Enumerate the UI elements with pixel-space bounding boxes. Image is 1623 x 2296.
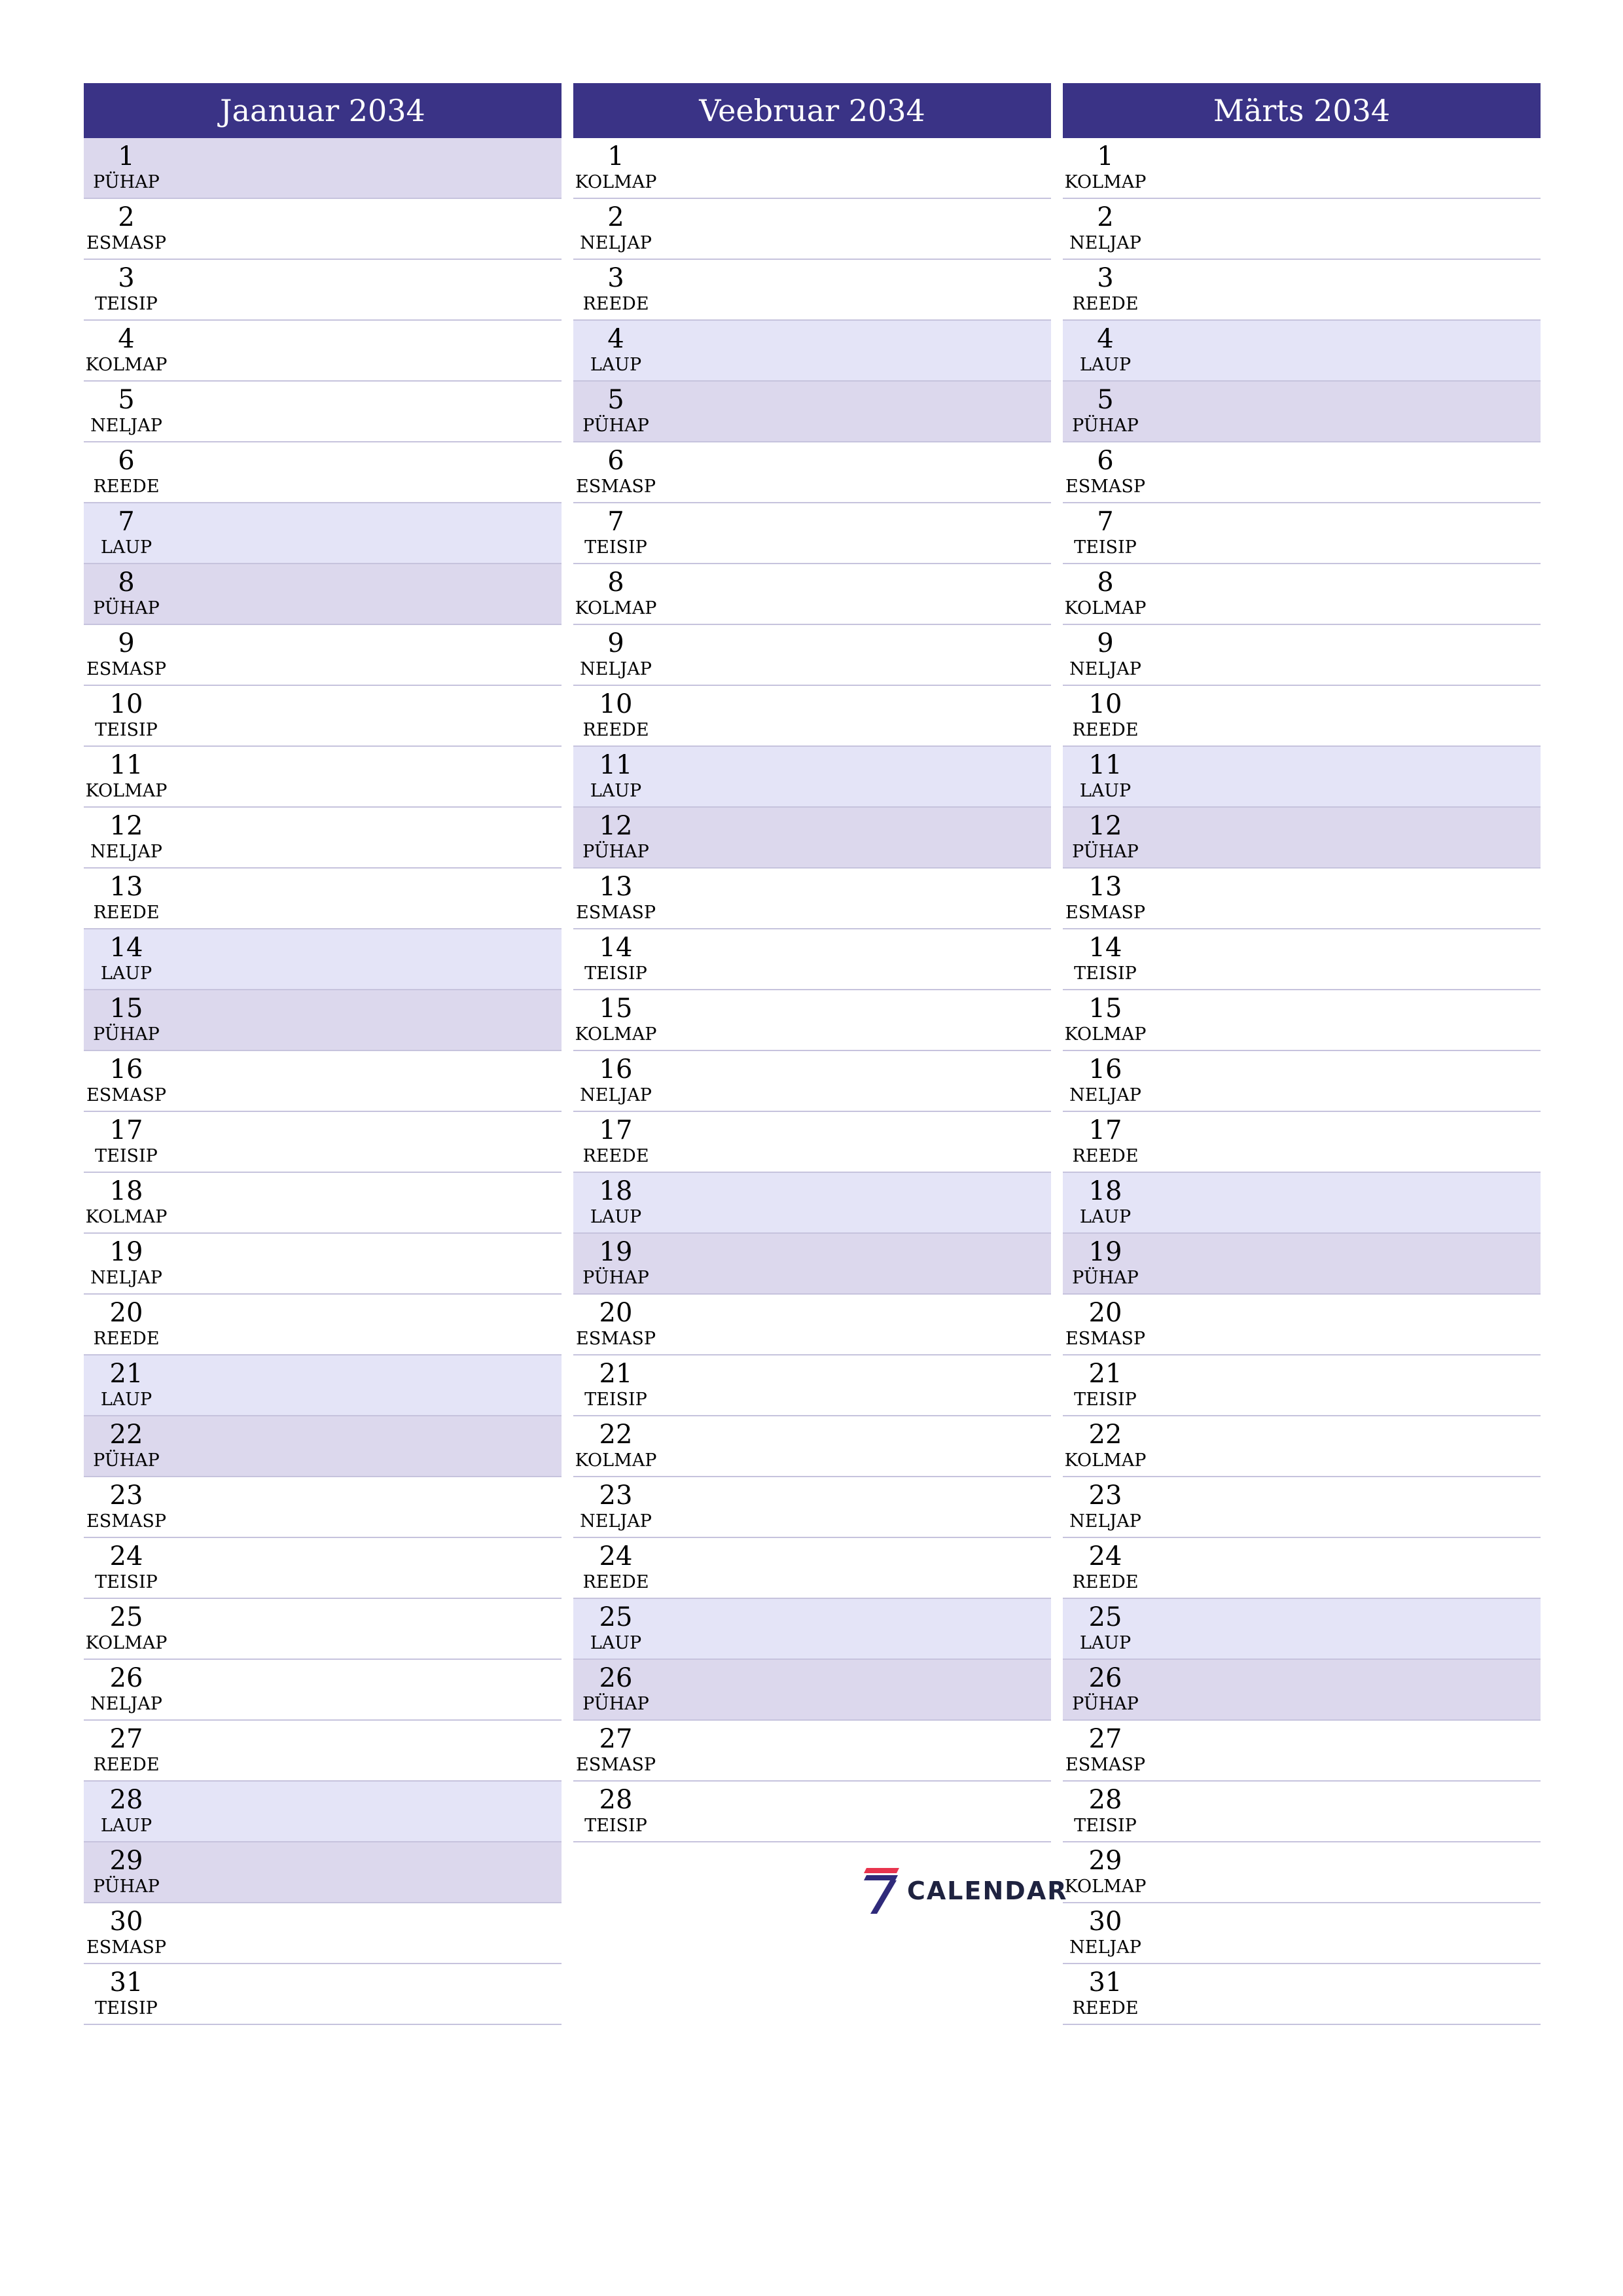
weekday-label: REEDE bbox=[1072, 1572, 1139, 1592]
weekday-label: REEDE bbox=[93, 903, 160, 923]
day-row bbox=[1063, 1477, 1541, 1538]
weekday-label: LAUP bbox=[590, 1633, 642, 1653]
weekday-label: REEDE bbox=[1072, 1998, 1139, 2018]
day-number: 8 bbox=[1097, 567, 1114, 598]
day-row bbox=[1063, 1721, 1541, 1782]
day-number: 26 bbox=[1088, 1663, 1122, 1693]
day-row bbox=[1063, 1538, 1541, 1599]
day-number: 9 bbox=[607, 628, 624, 658]
day-row bbox=[84, 625, 562, 686]
weekday-label: KOLMAP bbox=[85, 1633, 168, 1653]
day-number: 23 bbox=[599, 1480, 633, 1511]
weekday-label: ESMASP bbox=[575, 903, 656, 923]
day-number: 11 bbox=[599, 750, 633, 780]
day-row bbox=[1063, 260, 1541, 321]
day-number: 4 bbox=[607, 324, 624, 354]
day-row bbox=[1063, 503, 1541, 564]
day-number: 21 bbox=[599, 1359, 633, 1389]
weekday-label: KOLMAP bbox=[1064, 598, 1147, 619]
weekday-label: NELJAP bbox=[580, 659, 652, 679]
day-number: 15 bbox=[1088, 994, 1122, 1024]
weekday-label: PÜHAP bbox=[582, 842, 649, 862]
day-row bbox=[573, 260, 1051, 321]
weekday-label: KOLMAP bbox=[1064, 1450, 1147, 1471]
day-number: 3 bbox=[607, 263, 624, 293]
day-number: 7 bbox=[607, 507, 624, 537]
month-title: Veebruar 2034 bbox=[573, 83, 1051, 138]
day-number: 22 bbox=[1088, 1420, 1122, 1450]
weekday-label: LAUP bbox=[590, 355, 642, 375]
weekday-label: PÜHAP bbox=[93, 1450, 160, 1471]
weekday-label: REEDE bbox=[93, 476, 160, 497]
day-number: 20 bbox=[109, 1298, 143, 1328]
day-row bbox=[84, 1538, 562, 1599]
weekday-label: LAUP bbox=[100, 537, 152, 558]
day-number: 17 bbox=[599, 1115, 633, 1145]
weekday-label: KOLMAP bbox=[575, 172, 657, 192]
weekday-label: KOLMAP bbox=[85, 781, 168, 801]
day-row bbox=[573, 321, 1051, 382]
weekday-label: ESMASP bbox=[86, 233, 166, 253]
day-number: 12 bbox=[599, 811, 633, 841]
weekday-label: PÜHAP bbox=[582, 416, 649, 436]
day-row bbox=[1063, 869, 1541, 929]
weekday-label: REEDE bbox=[93, 1755, 160, 1775]
day-number: 22 bbox=[109, 1420, 143, 1450]
day-number: 17 bbox=[1088, 1115, 1122, 1145]
day-number: 5 bbox=[118, 385, 135, 415]
day-number: 11 bbox=[109, 750, 143, 780]
weekday-label: LAUP bbox=[1079, 781, 1132, 801]
month-title: Märts 2034 bbox=[1063, 83, 1541, 138]
seven-logo-icon bbox=[863, 1867, 901, 1915]
day-row bbox=[84, 990, 562, 1051]
day-number: 21 bbox=[1088, 1359, 1122, 1389]
day-number: 9 bbox=[1097, 628, 1114, 658]
weekday-label: ESMASP bbox=[575, 1755, 656, 1775]
day-row bbox=[84, 138, 562, 199]
weekday-label: KOLMAP bbox=[1064, 1876, 1147, 1897]
weekday-label: PÜHAP bbox=[93, 172, 160, 192]
day-row bbox=[1063, 808, 1541, 869]
weekday-label: LAUP bbox=[1079, 1633, 1132, 1653]
day-row bbox=[1063, 564, 1541, 625]
day-row bbox=[573, 1538, 1051, 1599]
day-number: 3 bbox=[118, 263, 135, 293]
weekday-label: ESMASP bbox=[86, 1085, 166, 1105]
day-row bbox=[84, 321, 562, 382]
day-number: 29 bbox=[1088, 1846, 1122, 1876]
day-number: 31 bbox=[109, 1967, 143, 1998]
brand-logo[interactable] bbox=[863, 1867, 1067, 1915]
weekday-label: REEDE bbox=[93, 1329, 160, 1349]
day-row bbox=[84, 1477, 562, 1538]
day-row bbox=[573, 1416, 1051, 1477]
day-row bbox=[84, 1964, 562, 2025]
day-row bbox=[84, 1295, 562, 1355]
logo-text: CALENDAR bbox=[907, 1876, 1068, 1905]
day-number: 2 bbox=[607, 202, 624, 232]
day-row bbox=[573, 382, 1051, 442]
day-row bbox=[1063, 1416, 1541, 1477]
day-row bbox=[1063, 1964, 1541, 2025]
day-row bbox=[573, 138, 1051, 199]
day-number: 13 bbox=[109, 872, 143, 902]
day-number: 25 bbox=[1088, 1602, 1122, 1632]
day-number: 10 bbox=[599, 689, 633, 719]
day-number: 17 bbox=[109, 1115, 143, 1145]
weekday-label: LAUP bbox=[100, 1390, 152, 1410]
day-number: 15 bbox=[109, 994, 143, 1024]
day-number: 4 bbox=[118, 324, 135, 354]
day-number: 20 bbox=[1088, 1298, 1122, 1328]
day-number: 14 bbox=[599, 933, 633, 963]
day-row bbox=[1063, 1842, 1541, 1903]
weekday-label: KOLMAP bbox=[575, 598, 657, 619]
day-row bbox=[84, 382, 562, 442]
day-number: 10 bbox=[1088, 689, 1122, 719]
day-number: 30 bbox=[109, 1907, 143, 1937]
day-number: 7 bbox=[1097, 507, 1114, 537]
day-row bbox=[573, 990, 1051, 1051]
weekday-label: NELJAP bbox=[90, 1694, 162, 1714]
weekday-label: NELJAP bbox=[580, 1511, 652, 1532]
day-number: 12 bbox=[1088, 811, 1122, 841]
day-number: 27 bbox=[109, 1724, 143, 1754]
day-row bbox=[1063, 1112, 1541, 1173]
day-row bbox=[573, 1599, 1051, 1660]
weekday-label: NELJAP bbox=[1069, 659, 1141, 679]
weekday-label: ESMASP bbox=[86, 659, 166, 679]
weekday-label: TEISIP bbox=[584, 963, 647, 984]
weekday-label: NELJAP bbox=[90, 842, 162, 862]
weekday-label: TEISIP bbox=[584, 1816, 647, 1836]
day-row bbox=[84, 1416, 562, 1477]
day-number: 2 bbox=[1097, 202, 1114, 232]
months-container bbox=[84, 83, 1541, 2025]
day-row bbox=[84, 929, 562, 990]
day-number: 25 bbox=[599, 1602, 633, 1632]
day-number: 24 bbox=[599, 1541, 633, 1571]
day-row bbox=[573, 1721, 1051, 1782]
day-number: 1 bbox=[1097, 141, 1114, 171]
day-row bbox=[1063, 1234, 1541, 1295]
day-number: 9 bbox=[118, 628, 135, 658]
weekday-label: REEDE bbox=[582, 1572, 649, 1592]
day-row bbox=[573, 1782, 1051, 1842]
weekday-label: REEDE bbox=[582, 1146, 649, 1166]
day-row bbox=[1063, 625, 1541, 686]
day-row bbox=[84, 260, 562, 321]
weekday-label: ESMASP bbox=[86, 1937, 166, 1958]
weekday-label: LAUP bbox=[590, 781, 642, 801]
weekday-label: PÜHAP bbox=[93, 598, 160, 619]
day-number: 18 bbox=[599, 1176, 633, 1206]
day-number: 18 bbox=[109, 1176, 143, 1206]
weekday-label: ESMASP bbox=[1065, 903, 1145, 923]
day-row bbox=[573, 1477, 1051, 1538]
day-number: 1 bbox=[607, 141, 624, 171]
day-number: 24 bbox=[1088, 1541, 1122, 1571]
weekday-label: NELJAP bbox=[90, 1268, 162, 1288]
month-column-march bbox=[1063, 83, 1541, 2025]
weekday-label: REEDE bbox=[582, 294, 649, 314]
day-row bbox=[573, 442, 1051, 503]
day-row bbox=[84, 199, 562, 260]
day-row bbox=[84, 1903, 562, 1964]
weekday-label: ESMASP bbox=[1065, 476, 1145, 497]
weekday-label: REEDE bbox=[1072, 294, 1139, 314]
day-row bbox=[573, 1051, 1051, 1112]
weekday-label: ESMASP bbox=[575, 476, 656, 497]
day-number: 28 bbox=[109, 1785, 143, 1815]
weekday-label: PÜHAP bbox=[582, 1268, 649, 1288]
weekday-label: KOLMAP bbox=[85, 355, 168, 375]
day-number: 20 bbox=[599, 1298, 633, 1328]
month-title: Jaanuar 2034 bbox=[84, 83, 562, 138]
day-row bbox=[1063, 1599, 1541, 1660]
month-column-january bbox=[84, 83, 562, 2025]
weekday-label: PÜHAP bbox=[93, 1024, 160, 1045]
day-row bbox=[84, 564, 562, 625]
weekday-label: LAUP bbox=[1079, 355, 1132, 375]
month-column-february bbox=[573, 83, 1051, 2025]
day-number: 1 bbox=[118, 141, 135, 171]
day-row bbox=[1063, 1355, 1541, 1416]
day-row bbox=[1063, 321, 1541, 382]
day-list bbox=[84, 138, 562, 2025]
day-number: 6 bbox=[1097, 446, 1114, 476]
day-row bbox=[573, 625, 1051, 686]
day-number: 29 bbox=[109, 1846, 143, 1876]
day-number: 15 bbox=[599, 994, 633, 1024]
day-number: 5 bbox=[607, 385, 624, 415]
day-row bbox=[573, 1173, 1051, 1234]
weekday-label: REEDE bbox=[582, 720, 649, 740]
day-row bbox=[1063, 1295, 1541, 1355]
day-row bbox=[84, 1721, 562, 1782]
weekday-label: KOLMAP bbox=[575, 1024, 657, 1045]
weekday-label: NELJAP bbox=[580, 233, 652, 253]
day-row bbox=[84, 442, 562, 503]
day-row bbox=[573, 869, 1051, 929]
weekday-label: TEISIP bbox=[95, 1146, 158, 1166]
weekday-label: ESMASP bbox=[1065, 1755, 1145, 1775]
day-number: 16 bbox=[599, 1054, 633, 1085]
weekday-label: KOLMAP bbox=[85, 1207, 168, 1227]
day-row bbox=[84, 503, 562, 564]
day-row bbox=[1063, 1051, 1541, 1112]
weekday-label: NELJAP bbox=[1069, 1085, 1141, 1105]
day-number: 7 bbox=[118, 507, 135, 537]
weekday-label: NELJAP bbox=[1069, 233, 1141, 253]
day-number: 21 bbox=[109, 1359, 143, 1389]
day-number: 23 bbox=[109, 1480, 143, 1511]
day-row bbox=[573, 1112, 1051, 1173]
weekday-label: TEISIP bbox=[1074, 1390, 1137, 1410]
weekday-label: NELJAP bbox=[1069, 1511, 1141, 1532]
day-number: 8 bbox=[607, 567, 624, 598]
day-row bbox=[1063, 1173, 1541, 1234]
weekday-label: LAUP bbox=[1079, 1207, 1132, 1227]
weekday-label: PÜHAP bbox=[1072, 1268, 1139, 1288]
day-row bbox=[84, 808, 562, 869]
weekday-label: PÜHAP bbox=[582, 1694, 649, 1714]
day-row bbox=[1063, 990, 1541, 1051]
day-number: 11 bbox=[1088, 750, 1122, 780]
weekday-label: TEISIP bbox=[95, 1572, 158, 1592]
day-number: 3 bbox=[1097, 263, 1114, 293]
weekday-label: TEISIP bbox=[1074, 1816, 1137, 1836]
day-row bbox=[84, 1112, 562, 1173]
day-row bbox=[573, 199, 1051, 260]
weekday-label: ESMASP bbox=[86, 1511, 166, 1532]
day-row bbox=[1063, 747, 1541, 808]
day-number: 31 bbox=[1088, 1967, 1122, 1998]
day-row bbox=[84, 1842, 562, 1903]
weekday-label: PÜHAP bbox=[1072, 1694, 1139, 1714]
weekday-label: TEISIP bbox=[95, 1998, 158, 2018]
day-row bbox=[1063, 1660, 1541, 1721]
day-row bbox=[1063, 1782, 1541, 1842]
day-number: 19 bbox=[109, 1237, 143, 1267]
day-number: 30 bbox=[1088, 1907, 1122, 1937]
day-number: 26 bbox=[599, 1663, 633, 1693]
day-row bbox=[573, 503, 1051, 564]
day-row bbox=[84, 1173, 562, 1234]
day-number: 8 bbox=[118, 567, 135, 598]
day-number: 14 bbox=[1088, 933, 1122, 963]
day-row bbox=[84, 1051, 562, 1112]
weekday-label: LAUP bbox=[100, 1816, 152, 1836]
day-number: 26 bbox=[109, 1663, 143, 1693]
day-row bbox=[1063, 442, 1541, 503]
weekday-label: LAUP bbox=[590, 1207, 642, 1227]
day-row bbox=[1063, 929, 1541, 990]
day-row bbox=[573, 564, 1051, 625]
day-row bbox=[1063, 1903, 1541, 1964]
day-number: 6 bbox=[118, 446, 135, 476]
day-number: 13 bbox=[599, 872, 633, 902]
weekday-label: TEISIP bbox=[1074, 963, 1137, 984]
day-row bbox=[573, 1660, 1051, 1721]
day-number: 25 bbox=[109, 1602, 143, 1632]
day-row bbox=[573, 929, 1051, 990]
day-number: 23 bbox=[1088, 1480, 1122, 1511]
day-row bbox=[84, 1599, 562, 1660]
day-row bbox=[573, 1295, 1051, 1355]
weekday-label: NELJAP bbox=[1069, 1937, 1141, 1958]
weekday-label: TEISIP bbox=[95, 720, 158, 740]
weekday-label: KOLMAP bbox=[1064, 172, 1147, 192]
day-number: 12 bbox=[109, 811, 143, 841]
weekday-label: ESMASP bbox=[1065, 1329, 1145, 1349]
day-row bbox=[1063, 382, 1541, 442]
day-number: 6 bbox=[607, 446, 624, 476]
day-row bbox=[84, 869, 562, 929]
day-number: 27 bbox=[599, 1724, 633, 1754]
day-row bbox=[573, 747, 1051, 808]
weekday-label: KOLMAP bbox=[575, 1450, 657, 1471]
weekday-label: PÜHAP bbox=[1072, 416, 1139, 436]
day-number: 14 bbox=[109, 933, 143, 963]
day-number: 19 bbox=[1088, 1237, 1122, 1267]
day-list bbox=[1063, 138, 1541, 2025]
day-row bbox=[84, 1234, 562, 1295]
day-row bbox=[84, 1782, 562, 1842]
day-number: 13 bbox=[1088, 872, 1122, 902]
day-number: 27 bbox=[1088, 1724, 1122, 1754]
weekday-label: TEISIP bbox=[95, 294, 158, 314]
day-number: 22 bbox=[599, 1420, 633, 1450]
weekday-label: TEISIP bbox=[584, 537, 647, 558]
day-row bbox=[1063, 686, 1541, 747]
day-row bbox=[1063, 199, 1541, 260]
day-row bbox=[573, 808, 1051, 869]
day-number: 10 bbox=[109, 689, 143, 719]
day-number: 19 bbox=[599, 1237, 633, 1267]
day-number: 24 bbox=[109, 1541, 143, 1571]
day-number: 28 bbox=[1088, 1785, 1122, 1815]
day-row bbox=[84, 1660, 562, 1721]
day-row bbox=[573, 1234, 1051, 1295]
day-row bbox=[84, 686, 562, 747]
day-number: 2 bbox=[118, 202, 135, 232]
weekday-label: REEDE bbox=[1072, 720, 1139, 740]
day-row bbox=[84, 1355, 562, 1416]
day-number: 5 bbox=[1097, 385, 1114, 415]
day-number: 4 bbox=[1097, 324, 1114, 354]
day-number: 16 bbox=[109, 1054, 143, 1085]
weekday-label: KOLMAP bbox=[1064, 1024, 1147, 1045]
day-number: 18 bbox=[1088, 1176, 1122, 1206]
day-row bbox=[1063, 138, 1541, 199]
day-list bbox=[573, 138, 1051, 1842]
day-row bbox=[573, 686, 1051, 747]
weekday-label: ESMASP bbox=[575, 1329, 656, 1349]
day-row bbox=[573, 1355, 1051, 1416]
weekday-label: NELJAP bbox=[90, 416, 162, 436]
weekday-label: NELJAP bbox=[580, 1085, 652, 1105]
day-row bbox=[84, 747, 562, 808]
weekday-label: TEISIP bbox=[1074, 537, 1137, 558]
day-number: 28 bbox=[599, 1785, 633, 1815]
weekday-label: PÜHAP bbox=[1072, 842, 1139, 862]
weekday-label: PÜHAP bbox=[93, 1876, 160, 1897]
weekday-label: TEISIP bbox=[584, 1390, 647, 1410]
weekday-label: LAUP bbox=[100, 963, 152, 984]
weekday-label: REEDE bbox=[1072, 1146, 1139, 1166]
day-number: 16 bbox=[1088, 1054, 1122, 1085]
